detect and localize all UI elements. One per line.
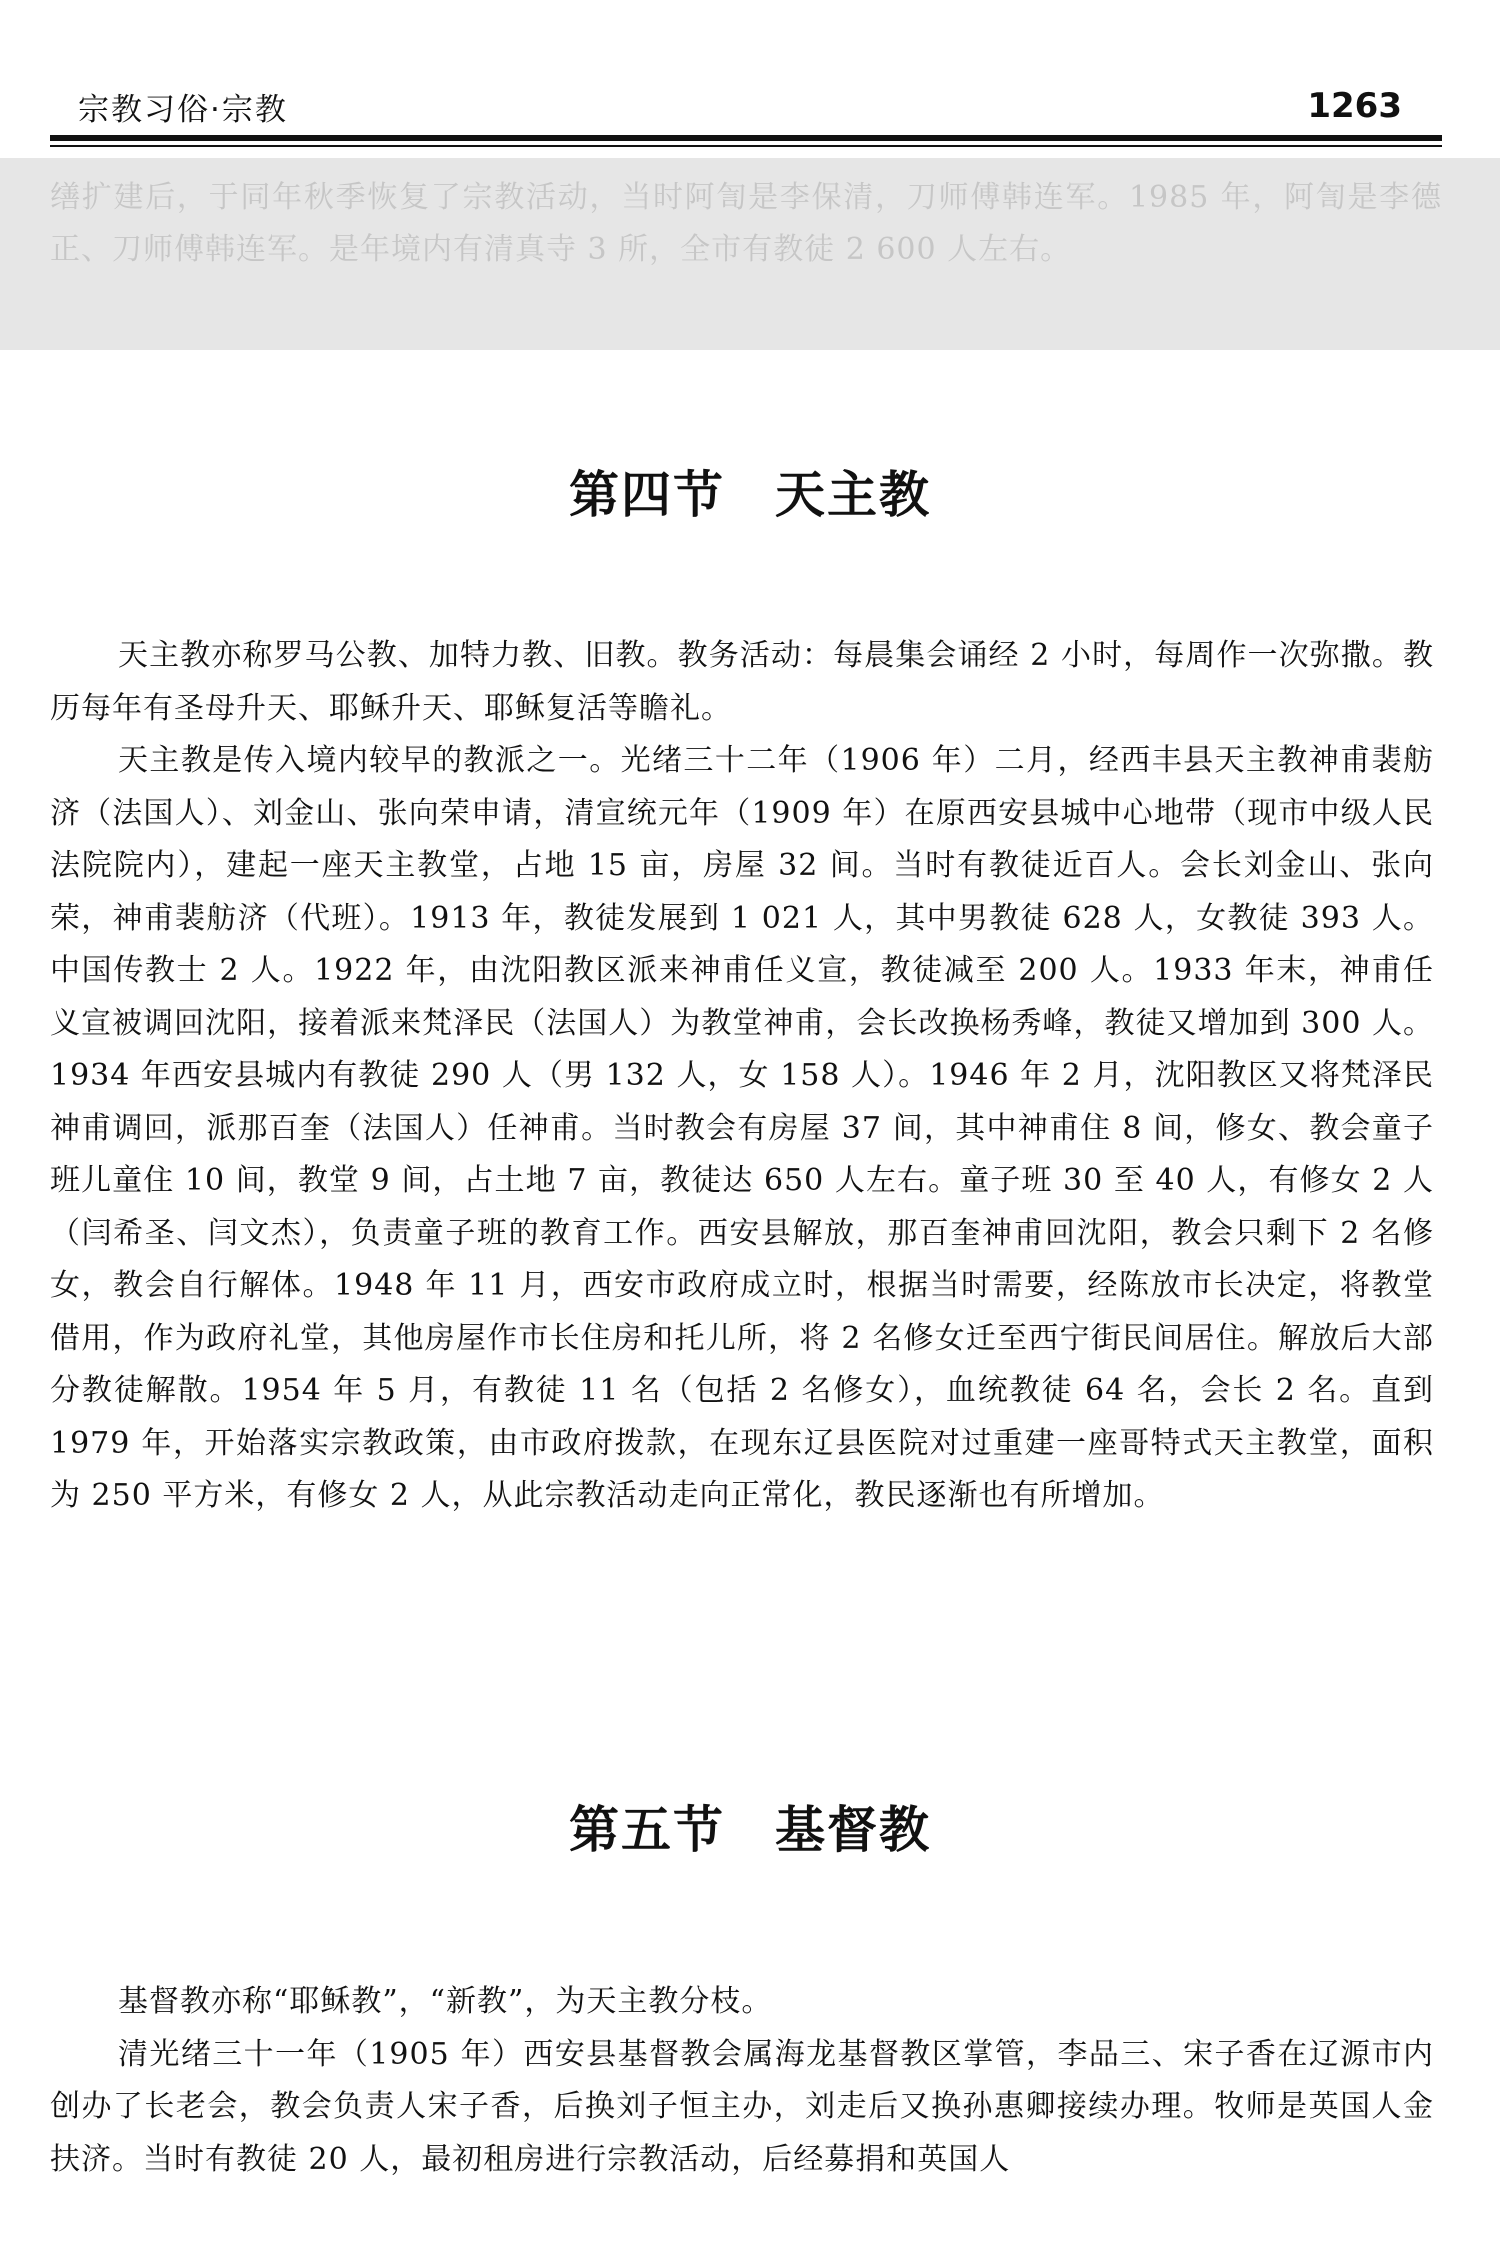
- paragraph: 天主教亦称罗马公教、加特力教、旧教。教务活动：每晨集会诵经 2 小时，每周作一次弥撒。教历每年有圣母升天、耶稣升天、耶稣复活等瞻礼。: [50, 638, 1434, 726]
- section-number: 第五节: [569, 1801, 725, 1859]
- section-body-catholicism: [50, 630, 1434, 1523]
- section-body-protestantism: [50, 1976, 1434, 2186]
- header-rule-thick: [50, 135, 1442, 141]
- section-name: 天主教: [775, 466, 931, 524]
- previous-section-paragraph: 缮扩建后，于同年秋季恢复了宗教活动，当时阿訇是李保清，刀师傅韩连军。1985 年，阿訇是李德正、刀师傅韩连军。是年境内有清真寺 3 所，全市有教徒 2 600 人左右。: [50, 180, 1442, 267]
- previous-section-tail: [50, 172, 1442, 276]
- header-rule-thin: [50, 145, 1442, 147]
- paragraph: 基督教亦称“耶稣教”，“新教”，为天主教分枝。: [118, 1984, 773, 2019]
- section-title-catholicism: [0, 455, 1500, 527]
- running-header: [50, 82, 1442, 132]
- paragraph: 清光绪三十一年（1905 年）西安县基督教会属海龙基督教区掌管，李品三、宋子香在辽源市内创办了长老会，教会负责人宋子香，后换刘子恒主办，刘走后又换孙惠卿接续办理。牧师是英国人金扶济。当时有教徒 20 人，最初租房进行宗教活动，后经募捐和英国人: [50, 2036, 1434, 2177]
- header-section-label: 宗教习俗·宗教: [78, 92, 288, 128]
- section-title-protestantism: [0, 1790, 1500, 1862]
- section-name: 基督教: [775, 1801, 931, 1859]
- section-number: 第四节: [569, 466, 725, 524]
- page-number: 1263: [1307, 86, 1402, 126]
- paragraph: 天主教是传入境内较早的教派之一。光绪三十二年（1906 年）二月，经西丰县天主教神甫裴舫济（法国人）、刘金山、张向荣申请，清宣统元年（1909 年）在原西安县城中心地带（现市中级人民法院院内），建起一座天主教堂，占地 15 亩，房屋 32 间。当时有教徒近百人。会长刘金山、张向荣，神甫裴舫济（代班）。1913 年，教徒发展到 1 021 人，其中男教徒 628 人，女教徒 393 人。中国传教士 2 人。1922 年，由沈阳教区派来神甫任义宣，教徒减至 200 人。1933 年末，神甫任义宣被调回沈阳，接着派来梵泽民（法国人）为教堂神甫，会长改换杨秀峰，教徒又增加到 300 人。1934 年西安县城内有教徒 290 人（男 132 人，女 158 人）。1946 年 2 月，沈阳教区又将梵泽民神甫调回，派那百奎（法国人）任神甫。当时教会有房屋 37 间，其中神甫住 8 间，修女、教会童子班儿童住 10 间，教堂 9 间，占土地 7 亩，教徒达 650 人左右。童子班 30 至 40 人，有修女 2 人（闫希圣、闫文杰），负责童子班的教育工作。西安县解放，那百奎神甫回沈阳，教会只剩下 2 名修女，教会自行解体。1948 年 11 月，西安市政府成立时，根据当时需要，经陈放市长决定，将教堂借用，作为政府礼堂，其他房屋作市长住房和托儿所，将 2 名修女迁至西宁街民间居住。解放后大部分教徒解散。1954 年 5 月，有教徒 11 名（包括 2 名修女），血统教徒 64 名，会长 2 名。直到 1979 年，开始落实宗教政策，由市政府拨款，在现东辽县医院对过重建一座哥特式天主教堂，面积为 250 平方米，有修女 2 人，从此宗教活动走向正常化，教民逐渐也有所增加。: [50, 743, 1434, 1513]
